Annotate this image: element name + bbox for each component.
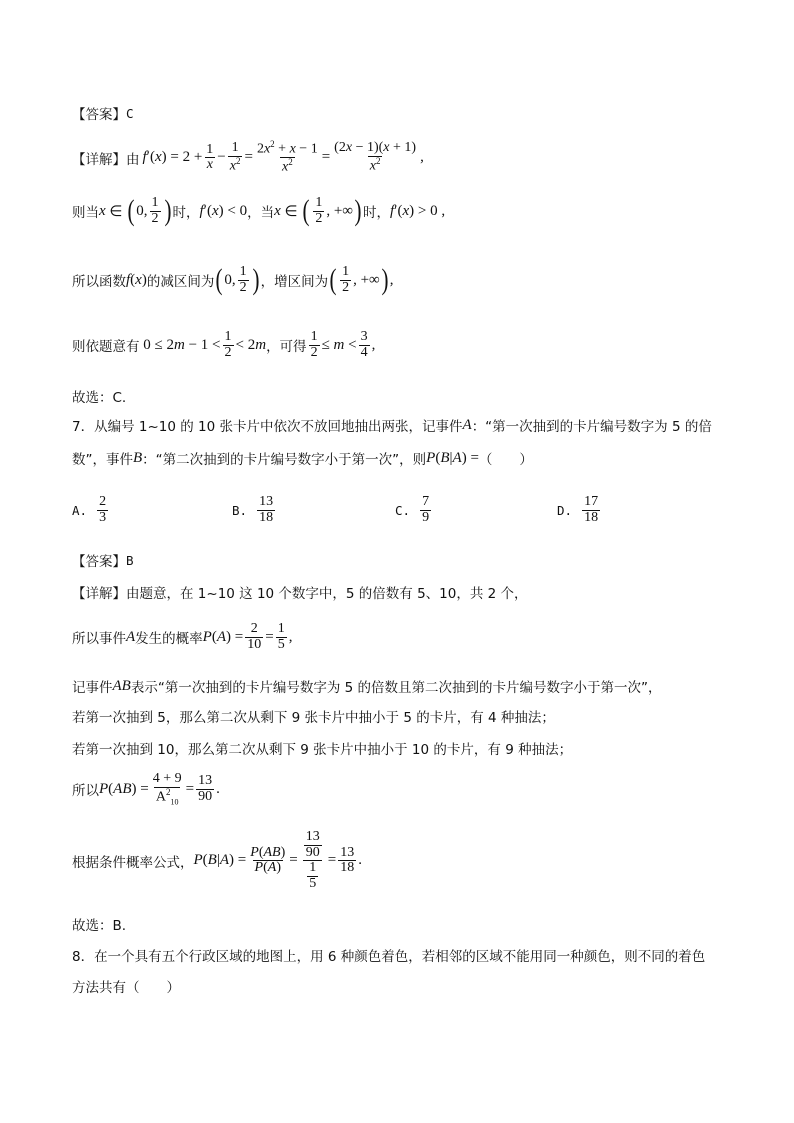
q7-text-c: 数”，事件 bbox=[72, 452, 133, 468]
d2-text-c2: 表示“第一次抽到的卡片编号数字为 5 的倍数且第二次抽到的卡片编号数字小于第一次”， bbox=[130, 680, 662, 696]
detail-line-1 bbox=[72, 140, 424, 176]
answer-line-2 bbox=[72, 550, 134, 570]
d2-text-a: 【详解】由题意，在 1~10 这 10 个数字中，5 的倍数有 5、10，共 2 个， bbox=[72, 586, 528, 602]
yiti-text: 则依题意有 bbox=[72, 339, 140, 356]
d2-text-e: 若第一次抽到 10，那么第二次从剩下 9 张卡片中抽小于 10 的卡片，有 9 种抽法； bbox=[72, 742, 573, 758]
detail-line-4: 则依题意有 0 ≤ 2 m − 1 < $\frac{1}{2}$ < 2 m ，可得 $\frac{1}{2}$ ≤ m < $\frac{3}{4}$ , bbox=[72, 329, 376, 360]
detail-line-2: 则当 x ∈ ( 0, $\frac{1}{2}$ ) 时， f ′( x ) < 0 ，当 x ∈ ( $\frac{1}{2}$ , +∞ ) 时， f ′( x ) > 0 , bbox=[72, 194, 446, 228]
option-d-num: 17 bbox=[584, 494, 599, 509]
detail-label: 【详解】 bbox=[72, 151, 126, 168]
detail-line-3: 所以函数 f ( x ) 的减区间为 ( 0, $\frac{1}{2}$ ) ，增区间为 ( $\frac{1}{2}$ , +∞ ) , bbox=[72, 263, 394, 297]
option-c-den: 9 bbox=[422, 509, 430, 525]
option-b-num: 13 bbox=[259, 494, 274, 509]
detail2-line-1 bbox=[72, 582, 528, 602]
detail2-line-3: 记事件 AB 表示“第一次抽到的卡片编号数字为 5 的倍数且第二次抽到的卡片编号数字小于第一次”， bbox=[72, 677, 662, 696]
option-d-label: D. bbox=[557, 502, 573, 518]
zengqu-text: ，增区间为 bbox=[260, 274, 329, 291]
detail2-line-5 bbox=[72, 738, 572, 758]
guxuan-line-2 bbox=[72, 914, 126, 934]
event-b-symbol: B bbox=[133, 449, 143, 466]
option-c[interactable] bbox=[395, 495, 433, 525]
dang-text: ，当 bbox=[247, 205, 275, 222]
then-text: 则当 bbox=[72, 205, 99, 222]
question-8-line-1 bbox=[72, 945, 705, 965]
option-b-den: 18 bbox=[259, 509, 274, 525]
detail2-line-4 bbox=[72, 706, 555, 726]
answer-value: C bbox=[126, 105, 134, 121]
d2-text-f: 所以 bbox=[72, 783, 99, 800]
detail2-line-2: 所以事件 A 发生的概率 P ( A ) = $\frac{2}{10}$ = $\frac{1}{5}$ , bbox=[72, 621, 293, 652]
d2-text-d: 若第一次抽到 5，那么第二次从剩下 9 张卡片中抽小于 5 的卡片，有 4 种抽法； bbox=[72, 710, 555, 726]
q8-text-b: 方法共有（ ） bbox=[72, 980, 180, 996]
option-b[interactable] bbox=[232, 495, 277, 525]
question-8-line-2 bbox=[72, 976, 180, 996]
option-c-label: C. bbox=[395, 502, 411, 518]
detail-text: 由 bbox=[126, 151, 140, 168]
d2-text-b2: 发生的概率 bbox=[135, 631, 203, 648]
answer-label-2: 【答案】 bbox=[72, 554, 126, 570]
answer-label: 【答案】 bbox=[72, 107, 126, 123]
option-d-den: 18 bbox=[584, 509, 599, 525]
answer-line-1 bbox=[72, 103, 134, 123]
q8-text-a: 8．在一个具有五个行政区域的地图上，用 6 种颜色着色，若相邻的区域不能用同一种颜色，则不同的着色 bbox=[72, 949, 706, 965]
option-b-label: B. bbox=[232, 502, 248, 518]
question-7-line-1 bbox=[72, 415, 712, 435]
guxuan-text-2: 故选：B. bbox=[72, 918, 127, 934]
q7-text-d: ：“第二次抽到的卡片编号数字小于第一次”，则 bbox=[142, 452, 427, 468]
event-a-symbol: A bbox=[462, 416, 472, 433]
option-a-label: A. bbox=[72, 502, 88, 518]
derivative-formula: f ′( x ) = 2 + $\frac{1}{x}$ − $\frac{1}{x^2}$ = $\frac{2x^2 + x - 1}{x^2}$ = $\frac{(2x - 1)(x + 1)}{x^2}$ , bbox=[142, 139, 424, 175]
option-c-num: 7 bbox=[422, 494, 430, 509]
kede-text: ，可得 bbox=[266, 339, 307, 356]
d2-text-b1: 所以事件 bbox=[72, 631, 126, 648]
d2-text-g: 根据条件概率公式， bbox=[72, 854, 194, 871]
question-7-line-2: 数”，事件 B ：“第二次抽到的卡片编号数字小于第一次”，则 P ( B | A ) = （ ） bbox=[72, 449, 533, 468]
shi-text: 时， bbox=[172, 205, 200, 222]
d2-text-c1: 记事件 bbox=[72, 680, 113, 696]
guxuan-line-1 bbox=[72, 386, 126, 406]
q7-paren: （ ） bbox=[478, 452, 533, 468]
guxuan-text-1: 故选：C. bbox=[72, 390, 127, 406]
option-a-den: 3 bbox=[99, 509, 107, 525]
detail2-line-6: 所以 P ( AB ) = $\frac{4 + 9}{A^2_{10}}$ = $\frac{13}{90}$ . bbox=[72, 771, 220, 807]
option-d[interactable] bbox=[557, 495, 602, 525]
shi-text-2: 时， bbox=[363, 205, 390, 222]
q7-text-b: ：“第一次抽到的卡片编号数字为 5 的倍 bbox=[471, 419, 712, 435]
detail2-line-7: 根据条件概率公式， P ( B | A ) = $\frac{P(AB)}{P(A)}$ = $\frac{\frac{13}{90}}{\frac{1}{5}}$ = $\frac{13}{18}$ . bbox=[72, 829, 362, 892]
jianqu-text: 的减区间为 bbox=[146, 274, 215, 291]
option-a-num: 2 bbox=[99, 494, 107, 509]
answer-value-2: B bbox=[126, 552, 134, 568]
q7-text-a: 7．从编号 1~10 的 10 张卡片中依次不放回地抽出两张，记事件 bbox=[72, 419, 463, 435]
option-a[interactable] bbox=[72, 495, 110, 525]
suoyi-text: 所以函数 bbox=[72, 274, 126, 291]
